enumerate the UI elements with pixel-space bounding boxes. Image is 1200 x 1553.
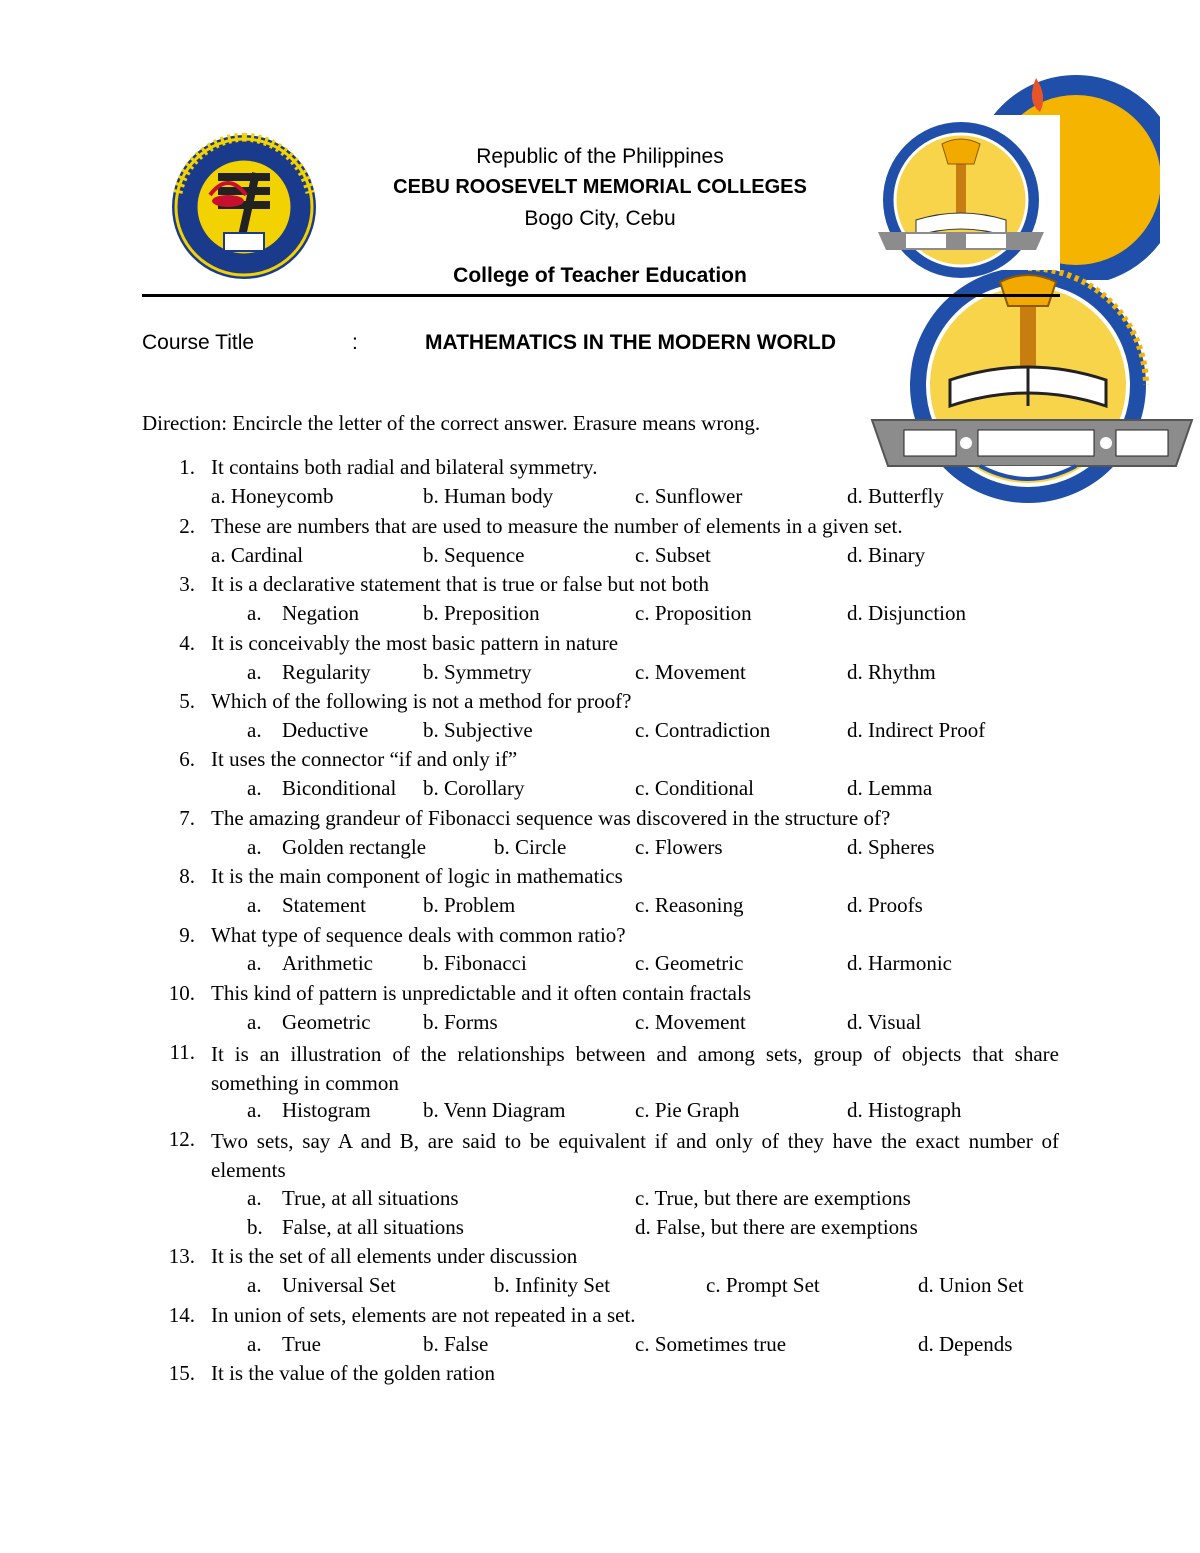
option-d[interactable]: d. Rhythm xyxy=(847,660,936,684)
option-a-letter[interactable]: a. xyxy=(247,1273,262,1297)
option-c[interactable]: c. Flowers xyxy=(635,835,723,859)
option-a-letter[interactable]: a. xyxy=(247,1332,262,1356)
option-c[interactable]: c. Movement xyxy=(635,660,746,684)
question-text: It is a declarative statement that is true or false but not both xyxy=(211,572,710,596)
option-b[interactable]: b. Forms xyxy=(423,1010,498,1034)
school-location: Bogo City, Cebu xyxy=(524,207,676,230)
option-b[interactable]: b. Preposition xyxy=(423,601,540,625)
option-a[interactable]: Golden rectangle xyxy=(282,835,427,859)
option-b[interactable]: b. Fibonacci xyxy=(423,951,527,975)
option-b[interactable]: b. Subjective xyxy=(423,718,533,742)
option-b[interactable]: b. False xyxy=(423,1332,489,1356)
country-heading: Republic of the Philippines xyxy=(476,145,724,168)
option-a[interactable]: Arithmetic xyxy=(282,951,373,975)
option-a[interactable]: Negation xyxy=(282,601,359,625)
option-a[interactable]: Biconditional xyxy=(282,776,397,800)
option-a-letter[interactable]: a. xyxy=(247,776,262,800)
exam-direction: Direction: Encircle the letter of the correct answer. Erasure means wrong. xyxy=(142,411,761,435)
option-b[interactable]: b. Sequence xyxy=(423,543,525,567)
course-title-value: MATHEMATICS IN THE MODERN WORLD xyxy=(425,331,837,354)
question-text: It is an illustration of the relationships between and among sets, group of objects that share something in common xyxy=(211,1042,1059,1095)
question-text: It uses the connector “if and only if” xyxy=(211,747,518,771)
option-d[interactable]: d. Spheres xyxy=(847,835,935,859)
option-b[interactable]: b. Venn Diagram xyxy=(423,1098,566,1122)
option-c[interactable]: c. Geometric xyxy=(635,951,744,975)
question-text: It is the set of all elements under discussion xyxy=(211,1244,578,1268)
option-a[interactable]: Histogram xyxy=(282,1098,371,1122)
question-number: 14. xyxy=(168,1303,195,1327)
question-text: Two sets, say A and B, are said to be equivalent if and only of they have the exact number of elements xyxy=(211,1129,1059,1182)
option-a-letter[interactable]: a. xyxy=(247,601,262,625)
question-number: 6. xyxy=(179,747,195,771)
question-text: What type of sequence deals with common ratio? xyxy=(211,923,626,947)
option-b[interactable]: b. Infinity Set xyxy=(494,1273,611,1297)
question-number: 1. xyxy=(179,455,195,479)
option-a-letter[interactable]: a. xyxy=(247,1186,262,1210)
option-d[interactable]: d. Proofs xyxy=(847,893,923,917)
option-a[interactable]: Geometric xyxy=(282,1010,371,1034)
question-number: 3. xyxy=(179,572,195,596)
option-d[interactable]: d. Lemma xyxy=(847,776,933,800)
question-text: In union of sets, elements are not repeated in a set. xyxy=(211,1303,636,1327)
option-b[interactable]: b. Circle xyxy=(494,835,567,859)
question-text: These are numbers that are used to measure the number of elements in a given set. xyxy=(211,514,903,538)
question-number: 9. xyxy=(179,923,195,947)
option-c[interactable]: c. Subset xyxy=(635,543,711,567)
college-seal-logo-small xyxy=(876,70,1160,280)
option-a-letter[interactable]: a. xyxy=(247,718,262,742)
option-d[interactable]: d. Depends xyxy=(918,1332,1013,1356)
option-d[interactable]: d. Binary xyxy=(847,543,926,567)
question-text: It is the main component of logic in mathematics xyxy=(211,864,623,888)
option-d[interactable]: d. Histograph xyxy=(847,1098,962,1122)
course-title-label: Course Title xyxy=(142,331,255,354)
option-a-letter[interactable]: a. xyxy=(247,660,262,684)
option-c[interactable]: c. Sunflower xyxy=(635,484,743,508)
option-d[interactable]: d. Butterfly xyxy=(847,484,944,508)
option-b-letter[interactable]: b. xyxy=(247,1215,263,1239)
option-d[interactable]: d. Union Set xyxy=(918,1273,1024,1297)
option-c[interactable]: c. Conditional xyxy=(635,776,754,800)
option-c[interactable]: c. Pie Graph xyxy=(635,1098,740,1122)
question-text: It contains both radial and bilateral symmetry. xyxy=(211,455,598,479)
question-number: 7. xyxy=(179,806,195,830)
option-d[interactable]: d. False, but there are exemptions xyxy=(635,1215,918,1239)
option-c[interactable]: c. Contradiction xyxy=(635,718,771,742)
option-d[interactable]: d. Disjunction xyxy=(847,601,966,625)
question-number: 12. xyxy=(168,1127,195,1151)
question-text: It is the value of the golden ration xyxy=(211,1361,496,1385)
question-text: The amazing grandeur of Fibonacci sequence was discovered in the structure of? xyxy=(211,806,891,830)
question-number: 8. xyxy=(179,864,195,888)
option-d[interactable]: d. Indirect Proof xyxy=(847,718,986,742)
option-c[interactable]: c. Movement xyxy=(635,1010,746,1034)
option-b[interactable]: b. Corollary xyxy=(423,776,525,800)
option-a[interactable]: Deductive xyxy=(282,718,369,742)
question-text: Which of the following is not a method for proof? xyxy=(211,689,632,713)
question-number: 11. xyxy=(169,1040,195,1064)
option-a[interactable]: Statement xyxy=(282,893,366,917)
option-c[interactable]: c. True, but there are exemptions xyxy=(635,1186,911,1210)
option-c[interactable]: c. Prompt Set xyxy=(706,1273,820,1297)
question-number: 10. xyxy=(168,981,195,1005)
option-a[interactable]: True, at all situations xyxy=(282,1186,459,1210)
option-a-letter[interactable]: a. xyxy=(247,951,262,975)
course-title-colon: : xyxy=(352,331,358,354)
option-a[interactable]: Regularity xyxy=(282,660,371,684)
question-number: 13. xyxy=(168,1244,195,1268)
option-a-letter[interactable]: a. xyxy=(247,835,262,859)
option-b[interactable]: b. Problem xyxy=(423,893,516,917)
option-c[interactable]: c. Reasoning xyxy=(635,893,744,917)
option-a[interactable]: a. Honeycomb xyxy=(211,484,334,508)
department-name: College of Teacher Education xyxy=(453,264,747,287)
option-c[interactable]: c. Proposition xyxy=(635,601,752,625)
option-a-letter[interactable]: a. xyxy=(247,893,262,917)
college-seal-logo-large xyxy=(870,270,1195,520)
question-number: 15. xyxy=(168,1361,195,1385)
question-number: 4. xyxy=(179,631,195,655)
question-text: This kind of pattern is unpredictable and it often contain fractals xyxy=(211,981,751,1005)
option-b[interactable]: b. Symmetry xyxy=(423,660,532,684)
option-a-letter[interactable]: a. xyxy=(247,1098,262,1122)
question-number: 2. xyxy=(179,514,195,538)
option-b[interactable]: b. Human body xyxy=(423,484,554,508)
question-number: 5. xyxy=(179,689,195,713)
option-a-letter[interactable]: a. xyxy=(247,1010,262,1034)
option-d[interactable]: d. Visual xyxy=(847,1010,922,1034)
option-b[interactable]: False, at all situations xyxy=(282,1215,464,1239)
option-d[interactable]: d. Harmonic xyxy=(847,951,952,975)
school-name: CEBU ROOSEVELT MEMORIAL COLLEGES xyxy=(393,176,807,198)
option-a[interactable]: Universal Set xyxy=(282,1273,396,1297)
option-c[interactable]: c. Sometimes true xyxy=(635,1332,787,1356)
question-text: It is conceivably the most basic pattern in nature xyxy=(211,631,619,655)
option-a[interactable]: a. Cardinal xyxy=(211,543,304,567)
header-divider xyxy=(142,294,1060,297)
option-a[interactable]: True xyxy=(282,1332,321,1356)
